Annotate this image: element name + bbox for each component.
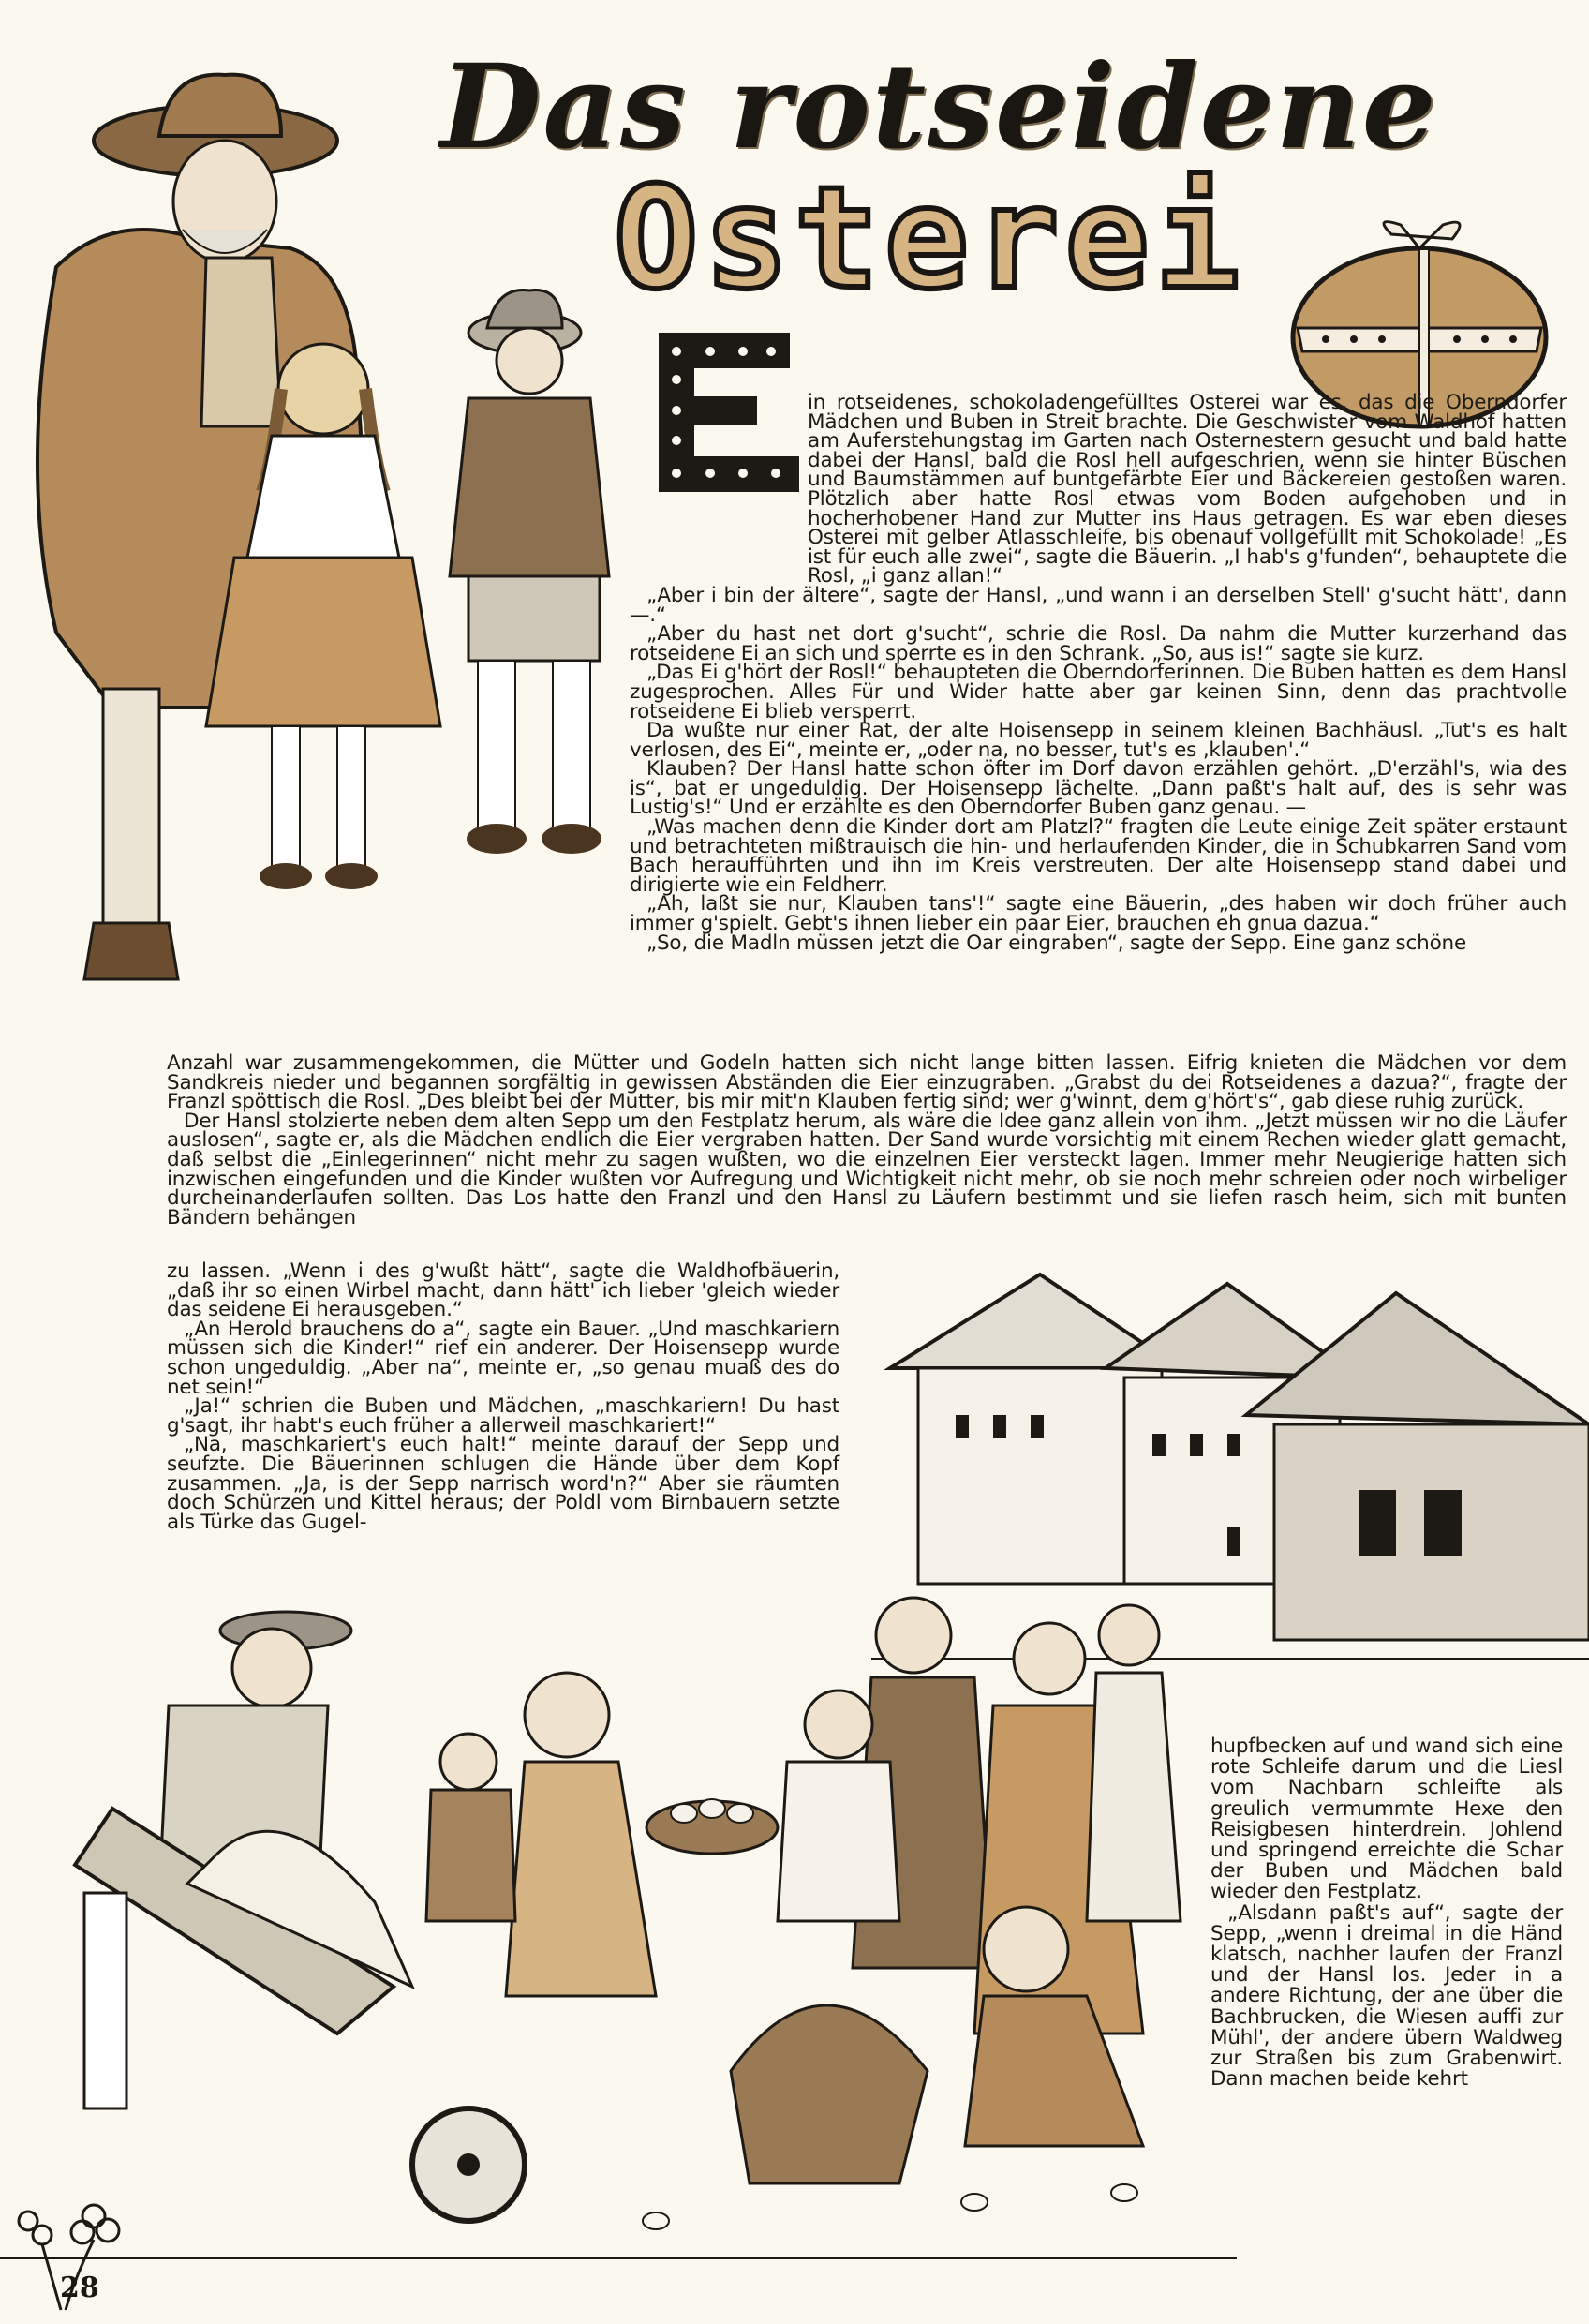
paragraph: „An Herold brauchens do a“, sagte ein Bauer. „Und maschkariern müssen sich die Kinder!“ rief ein anderer. Der Hoisensepp wurde schon ungeduldig. „Aber na“, meinte er, „so genau muaß des do net sein!“ (167, 1317, 839, 1399)
paragraph: „Na, maschkariert's euch halt!“ meinte darauf der Sepp und seufzte. Die Bäuerinnen schlugen die Hände über dem Kopf zusammen. „Ja, is der Sepp narrisch word'n?“ Aber sie räumten doch Schürzen und Kittel heraus; der Poldl vom Birnbauern setzte als Türke das Gugel- (167, 1433, 839, 1534)
paragraph: Klauben? Der Hansl hatte schon öfter im Dorf davon erzählen gehört. „D'erzähl's, wia des is“, bat er ungeduldig. Der Hoisensepp lächelte. „Dann paßt's halt auf, des is sehr was Lustig's!“ Und er erzählte es den Oberndorfer Buben ganz genau. — (630, 757, 1567, 820)
article-wide-column (167, 1051, 1567, 1229)
paragraph: „Was machen denn die Kinder dort am Platzl?“ fragten die Leute einige Zeit später erstaunt und betrachteten mißtrauisch die hin- und herlaufenden Kinder, die in Schubkarren Sand vom Bach heraufführten und ihn im Kreis verstreuten. Der alte Hoisensepp stand dabei und dirigierte wie ein Feldherr. (630, 815, 1567, 897)
paragraph: hupfbecken auf und wand sich eine rote Schleife darum und die Liesl vom Nachbarn schleifte als greulich vermummte Hexe den Reisigbesen hinterdrein. Johlend und springend erreichte die Schar der Buben und Mädchen bald wieder den Festplatz. (1210, 1735, 1563, 1904)
paragraph: Der Hansl stolzierte neben dem alten Sepp um den Festplatz herum, als wäre die Idee ganz allein von ihm. „Jetzt müssen wir no die Läufer auslosen“, sagte er, als die Mädchen endlich die Eier vergraben hatten. Der Sand wurde vorsichtig mit einem Rechen wieder glatt gemacht, daß selbst die „Einlegerinnen“ nicht mehr zu sagen wußten, wo die einzelnen Eier versteckt lagen. Immer mehr Neugierige hatten sich inzwischen eingefunden und die Kinder wußten vor Aufregung und Wichtigkeit nicht mehr, ob sie noch mehr schreien oder noch wirbeliger durcheinanderlaufen sollten. Das Los hatte den Franzl und den Hansl zu Läufern bestimmt und sie liefen rasch heim, sich mit bunten Bändern behängen (167, 1109, 1567, 1229)
title-line-script: Das rotseidene (440, 39, 1438, 175)
paragraph: Anzahl war zusammengekommen, die Mütter und Godeln hatten sich nicht lange bitten lassen. Eifrig knieten die Mädchen vor dem Sandkreis nieder und begannen sorgfältig in gewissen Abständen die Eier einzugraben. „Grabst du dei Rotseidenes a dazua?“, fragte der Franzl spöttisch die Rosl. „Des bleibt bei der Mutter, bis mir mit'n Klauben fertig sind; wer g'winnt, dem g'hört's“, gab diese ruhig zurück. (167, 1051, 1567, 1114)
paragraph: Da wußte nur einer Rat, der alte Hoisensepp in seinem kleinen Bachhäusl. „Tut's es halt verlosen, des Ei“, meinte er, „oder na, no besser, tut's es ‚klauben'.“ (630, 719, 1567, 762)
illustration-grandfather-children (0, 52, 656, 1026)
title-line-block: Osterei (614, 157, 1246, 320)
paragraph: „Alsdann paßt's auf“, sagte der Sepp, „wenn i dreimal in die Händ klatsch, nachher laufen der Franzl und der Hansl los. Jeder in a andere Richtung, der ane über die Bachbrucken, die Wiesen auffi zur Mühl', der andere übern Waldweg zur Straßen bis zum Grabenwirt. Dann machen beide kehrt (1210, 1900, 1563, 2092)
paragraph: „So, die Madln müssen jetzt die Oar eingraben“, sagte der Sepp. Eine ganz schöne (646, 931, 1467, 955)
paragraph: „Aber i bin der ältere“, sagte der Hansl, „und wann i an derselben Stell' g'sucht hätt', dann —.“ (630, 583, 1567, 627)
paragraph: „Ja!“ schrien die Buben und Mädchen, „maschkariern! Du hast g'sagt, ihr habt's euch früher a allerweil maschkariert!“ (167, 1394, 839, 1438)
page-number: 28 (60, 2272, 99, 2304)
paragraph: „Ah, laßt sie nur, Klauben tans'!“ sagte eine Bäuerin, „des haben wir doch früher auch immer g'spielt. Gebt's ihnen lieber ein paar Eier, brauchen eh gnua dazua.“ (630, 892, 1567, 936)
paragraph: „Das Ei g'hört der Rosl!“ behaupteten die Oberndorferinnen. Die Buben hatten es dem Hansl zugesprochen. Alles Für und Wider hatte aber gar keinen Sinn, denn das prachtvolle rotseidene Ei blieb versperrt. (630, 661, 1567, 723)
paragraph: zu lassen. „Wenn i des g'wußt hätt“, sagte die Waldhofbäuerin, „daß ihr so einen Wirbel macht, dann hätt' ich lieber 'gleich wieder das seidene Ei herausgeben.“ (167, 1259, 839, 1322)
article-main-column (630, 391, 1567, 955)
paragraph: in rotseidenes, schokoladengefülltes Osterei war es, das die Oberndorfer Mädchen und Buben in Streit brachte. Die Geschwister vom Waldhof hatten am Auferstehungstag im Garten nach Osternestern gesucht und bald hatte dabei der Hansl, bald die Rosl hell aufgeschrien, wenn sie hinter Büschen und Baumstämmen auf buntgefärbte Eier und Bäckereien gestoßen waren. Plötzlich aber hatte Rosl etwas vom Boden aufgehoben und in hocherhobener Hand zur Mutter ins Haus getragen. Es war eben dieses Osterei mit gelber Atlasschleife, bis obenauf vollgefüllt mit Schokolade! „Es ist für euch alle zwei“, sagte die Bäuerin. „I hab's g'funden“, behauptete die Rosl, „i ganz allan!“ (808, 391, 1567, 588)
article-mid-column (167, 1259, 839, 1534)
paragraph: „Aber du hast net dort g'sucht“, schrie die Rosl. Da nahm die Mutter kurzerhand das rotseidene Ei an sich und sperrte es in den Schrank. „So, aus is!“ sagte sie kurz. (630, 622, 1567, 665)
illustration-festival-children (0, 1546, 1237, 2277)
article-side-column (1210, 1736, 1563, 2090)
